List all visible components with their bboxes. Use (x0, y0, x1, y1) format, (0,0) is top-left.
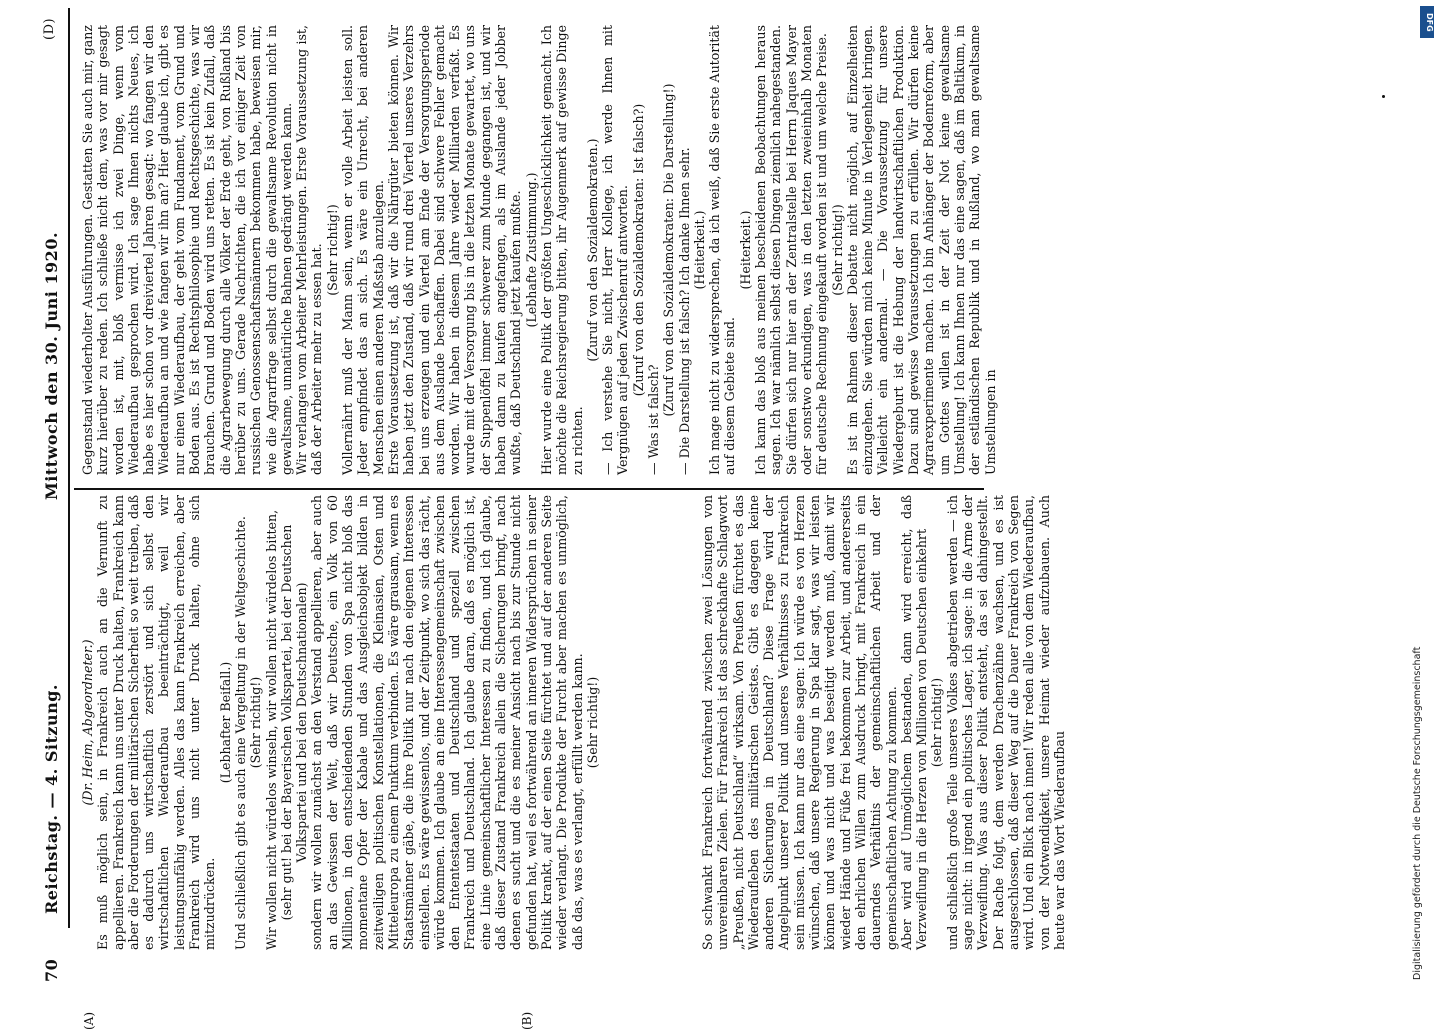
credit-text: Digitalisierung gefördert durch die Deutsche Forschungsgemeinschaft (1412, 646, 1423, 980)
paragraph: So schwankt Frankreich fortwährend zwischen zwei Lösungen von unvereinbaren Zielen. Für Frankreich ist das schreckhafte Schlagwort „Preußen, nicht Deutschland“ wirksam. Von Preußen fürchtet es das Wiederaufleben des militärischen Geistes. Gibt es dagegen keine anderen Sicherungen in Deutschland? Diese Frage wird der Angelpunkt unserer Politik und unseres Verhältnisses zu Frankreich sein müssen. Ich kann nur das eine sagen: Ich würde es von Herzen wünschen, daß unsere Regierung in Spa klar sagt, was wir leisten können und was nicht und was beseitigt werden muß, damit wir wieder Hände und Füße frei bekommen zur Arbeit, und andererseits den ehrlichen Willen zum Ausdruck bringt, mit Frankreich in ein dauerndes Verhältnis der gemeinschaftlichen Arbeit und der gemeinschaftlichen Achtung zu kommen. (700, 495, 899, 950)
paragraph: Vollernährt muß der Mann sein, wenn er volle Arbeit leisten soll. Jeder empfindet das an sich. Es wäre ein Unrecht, bei anderen Menschen einen anderen Maßstab anzulegen. (340, 25, 386, 475)
paragraph: Gegenstand wiederholter Ausführungen. Gestatten Sie auch mir, ganz kurz hierüber zu reden. Ich schließe nicht dem, was vor mir gesagt worden ist, mit, bloß vermisse ich zwei Dinge, wenn vom Wiederaufbau gesprochen wird. Ich sage Ihnen nichts Neues, ich habe es hier schon vor dreiviertel Jahren gesagt: wo fangen wir den Wiederaufbau an und wie fangen wir ihn an? Hier glaube ich, gibt es nur einen Wiederaufbau, der geht vom Fundament, vom Grund und Boden aus. Es ist Rechtsphilosophie und Rechtsgeschichte, was wir brauchen. Grund und Boden wird uns retten. Es ist kein Zufall, daß die Agrarbewegung durch alle Völker der Erde geht, von Rußland bis herüber zu uns. Gerade Nachrichten, die ich vor einiger Zeit von russischen Genossenschaftsmännern bekommen habe, beweisen mir, wie die Agrarfrage selbst durch die gewaltsame Revolution nicht in gewaltsame, unnatürliche Bahnen gedrängt werden kann. (80, 25, 294, 475)
left-column-continued (700, 495, 1067, 950)
interjection: (Sehr richtig!) (324, 204, 340, 296)
interjection: (Lebhafter Beifall.) (217, 661, 233, 784)
paragraph: Es ist im Rahmen dieser Debatte nicht möglich, auf Einzelheiten einzugehen. Sie würden mich keine Minute in Verlegenheit bringen. Vielleicht ein andermal. — Die Voraussetzung für unsere Wiedergeburt ist die Hebung der landwirtschaftlichen Produktion. Dazu sind gewisse Voraussetzungen zu erfüllen. Wir dürfen keine Agrarexperimente machen. Ich bin Anhänger der Bodenreform, aber um Gottes willen ist in der Zeit der Not keine gewaltsame Umstellung! Ich kann Ihnen nur das eine sagen, daß im Baltikum, in der estländischen Republik und in Rußland, wo man gewaltsame Umstellungen in (844, 25, 998, 475)
margin-marker-a: (A) (82, 1011, 96, 1030)
margin-marker-b: (B) (520, 1011, 534, 1030)
paragraph: Ich kann das bloß aus meinen bescheidenen Beobachtungen heraus sagen. Ich war nämlich selbst diesen Dingen ziemlich nahegestanden. Sie dürfen sich nur hier an der Zentralstelle bei Herrn Jaques Mayer oder sonstwo erkundigen, was in den letzten zweieinhalb Monaten für deutsche Rechnung eingekauft worden ist und um welche Preise. (753, 25, 830, 475)
paragraph: sondern wir wollen zunächst an den Verstand appellieren, aber auch an das Gewissen der Welt, daß wir Deutsche, ein Volk von 60 Millionen, in den entscheidenden Stunden von Spa nicht bloß das momentane Opfer der Kabale und das Ausgleichsobjekt bilden in zeitweiligen politischen Konstellationen, die Kleinasien, Osten und Mitteleuropa zu einem Punktum verbinden. Es wäre grausam, wenn es Staatsmänner gäbe, die ihre Politik nur nach den eigenen Interessen einstellen. Es wäre gewissenlos, und der Zeitpunkt, wo sich das rächt, würde kommen. Ich glaube an eine Interessengemeinschaft zwischen den Ententestaaten und Deutschland und speziell zwischen Frankreich und Deutschland. Ich glaube daran, daß es möglich ist, eine Linie gemeinschaftlicher Interessen zu finden, und ich glaube, daß dieser Zustand Frankreich allein die Sicherungen bringt, nach denen es sucht und die es meiner Ansicht nach bis zur Stunde nicht gefunden hat, weil es fortwährend an inneren Widersprüchen in seiner Politik krankt, auf der einen Seite fürchtet und auf der anderen Seite wieder verlangt. Die Produkte der Furcht aber machen es unmöglich, daß das, was es verlangt, erfüllt werden kann. (309, 495, 585, 950)
digitization-credit (1412, 20, 1430, 980)
paragraph: Es muß möglich sein, in Frankreich auch an die Vernunft zu appellieren. Frankreich kann uns unter Druck halten, Frankreich kann aber die Forderungen der militärischen Sicherheit so weit treiben, daß es dadurch uns wirtschaftlich zerstört und sich selbst den wirtschaftlichen Wiederaufbau beeinträchtigt, weil wir leistungsunfähig werden. Alles das kann Frankreich erreichen, aber Frankreich wird uns nicht unter Druck halten, ohne sich mitzudrücken. (95, 495, 218, 950)
paragraph: Erste Voraussetzung ist, daß wir die Nährgüter bieten können. Wir haben jetzt den Zustand, daß wir rund drei Viertel unseres Verzehrs bei uns erzeugen und ein Viertel am Ende der Versorgungsperiode aus dem Auslande beschaffen. Dabei sind schwere Fehler gemacht worden. Wir haben in diesem Jahre wieder Milliarden verfaßt. Es wurde mit der Versorgung bis in die letzten Monate gewartet, wo uns der Suppenlöffel immer schwerer zum Munde gegangen ist, und wir haben dann zu kaufen angefangen, als im Auslande jeder Jobber wußte, daß Deutschland jetzt kaufen mußte. (385, 25, 524, 475)
interjection: (sehr richtig!) (929, 677, 945, 768)
paragraph: Wir verlangen vom Arbeiter Mehrleistungen. Erste Voraussetzung ist, daß der Arbeiter mehr zu essen hat. (294, 25, 325, 475)
interjection: (Heiterkeit.) (691, 210, 707, 290)
interjection: (Sehr richtig!) (584, 676, 600, 769)
interjection: (Zuruf von den Sozialdemokraten: Ist falsch?) (630, 103, 646, 397)
paragraph: Aber wird auf Unmöglichem bestanden, dann wird erreicht, daß Verzweiflung in die Herzen von Millionen von Deutschen einkehrt (898, 495, 930, 950)
rotated-page-content (10, 0, 1390, 1030)
interjection: (Sehr richtig!) (248, 676, 264, 769)
paragraph: Ich mage nicht zu widersprechen, da ich weiß, daß Sie erste Autorität auf diesem Gebiete sind. (707, 25, 738, 475)
dfg-logo: DFG (1420, 6, 1434, 38)
interjection: (Heiterkeit.) (737, 210, 753, 290)
interjection: (sehr gut! bei der Bayerischen Volkspartei, bei der Deutschen Volkspartei und bei den Deutschnationalen) (278, 524, 310, 921)
left-column (80, 495, 700, 950)
interjection: (Zuruf von den Sozialdemokraten: Die Darstellung!) (661, 83, 677, 417)
paragraph: Wir wollen nicht würdelos winseln, wir wollen nicht würdelos bitten, (263, 509, 279, 950)
paragraph: Und schließlich gibt es auch eine Vergeltung in der Weltgeschichte. (232, 516, 248, 950)
section-title: Reichstag. — 4. Sitzung. (42, 684, 61, 914)
column-divider (74, 488, 984, 490)
page-number: 70 (42, 958, 61, 982)
column-mark: (D) (42, 17, 57, 40)
right-column (80, 25, 998, 475)
speaker-line: (Dr. Heim, Abgeordneter.) (80, 639, 95, 806)
page-header (40, 0, 80, 1000)
session-date: Mittwoch den 30. Juni 1920. (42, 231, 61, 500)
paragraph: — Ich verstehe Sie nicht, Herr Kollege, ich werde Ihnen mit Vergnügen auf jeden Zwischenruf antworten. (600, 25, 631, 475)
scan-speck (1382, 95, 1385, 98)
paragraph: — Was ist falsch? (645, 364, 661, 475)
interjection: (Sehr richtig!) (829, 204, 845, 296)
interjection: (Zuruf von den Sozialdemokraten.) (584, 138, 600, 362)
paragraph: — Die Darstellung ist falsch? Ich danke Ihnen sehr. (676, 147, 692, 475)
paragraph: und schließlich große Teile unseres Volkes abgetrieben werden — ich sage nicht: in irgend ein politisches Lager, ich sage: in die Arme der Verzweiflung. Was aus dieser Politik entsteht, das sei dahingestellt. Der Rache folgt, dem werden Drachenzähne wachsen, und es ist ausgeschlossen, daß dieser Weg auf die Dauer Frankreich von Segen wird. Und ein Blick nach innen! Wir reden alle von dem Wiederaufbau, von der Notwendigkeit, unsere Heimat wieder aufzubauen. Auch heute war das Wort Wiederaufbau (944, 495, 1067, 950)
interjection: (Lebhafte Zustimmung.) (523, 172, 539, 328)
paragraph: Hier wurde eine Politik der größten Ungeschicklichkeit gemacht. Ich möchte die Reichsregierung bitten, ihr Augenmerk auf gewisse Dinge zu richten. (538, 25, 585, 475)
header-rule (68, 8, 70, 928)
